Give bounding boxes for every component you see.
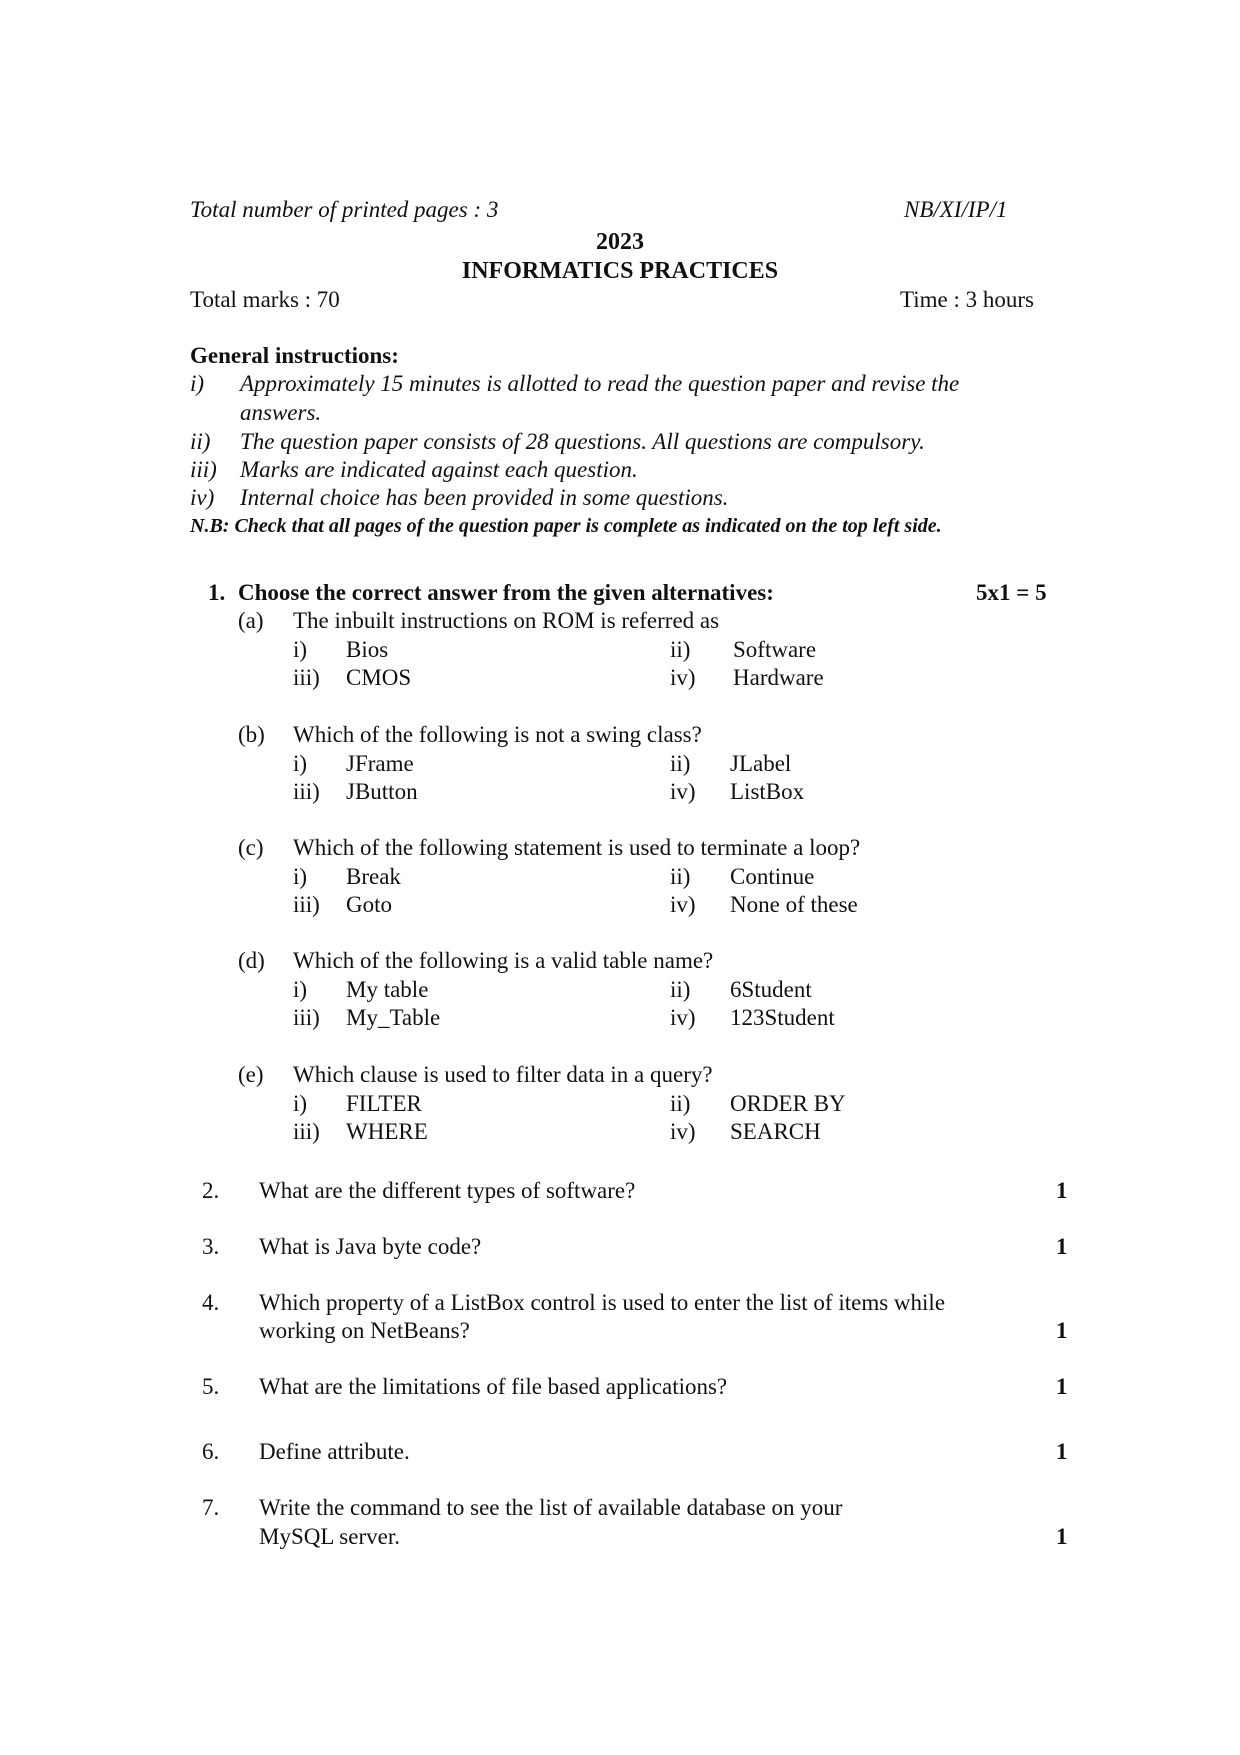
option-number: iv) — [670, 1005, 696, 1030]
option-text: JButton — [346, 779, 418, 804]
exam-year: 2023 — [596, 229, 644, 255]
option-number: i) — [293, 1091, 308, 1116]
question-text: What is Java byte code? — [259, 1234, 482, 1259]
instructions-title: General instructions: — [190, 343, 399, 368]
option-text: My_Table — [346, 1005, 441, 1030]
option-number: i) — [293, 864, 308, 889]
option-number: iii) — [293, 665, 320, 690]
total-marks: Total marks : 70 — [190, 287, 340, 312]
part-question: Which of the following is a valid table name? — [293, 948, 714, 973]
option-number: iv) — [670, 779, 696, 804]
printed-pages-note: Total number of printed pages : 3 — [190, 197, 499, 222]
option-text: Software — [733, 637, 817, 662]
part-label: (d) — [238, 948, 265, 973]
option-text: Goto — [346, 892, 392, 917]
subject-title: INFORMATICS PRACTICES — [461, 258, 779, 284]
option-number: i) — [293, 751, 308, 776]
option-number: ii) — [670, 1091, 691, 1116]
option-text: My table — [346, 977, 429, 1002]
question-number: 6. — [202, 1439, 220, 1464]
question-text: Define attribute. — [259, 1439, 410, 1464]
part-label: (e) — [238, 1062, 264, 1087]
option-text: ListBox — [730, 779, 805, 804]
instruction-text: The question paper consists of 28 questions. All questions are compulsory. — [240, 429, 925, 454]
option-number: iv) — [670, 1119, 696, 1144]
question-number: 4. — [202, 1290, 220, 1315]
option-number: ii) — [670, 751, 691, 776]
question-number: 5. — [202, 1374, 220, 1399]
question-text: Which property of a ListBox control is used to enter the list of items while — [259, 1290, 946, 1315]
option-number: iii) — [293, 1005, 320, 1030]
option-number: i) — [293, 637, 308, 662]
option-text: JLabel — [730, 751, 792, 776]
option-number: ii) — [670, 977, 691, 1002]
option-number: iii) — [293, 779, 320, 804]
option-number: iii) — [293, 892, 320, 917]
question-text: What are the limitations of file based applications? — [259, 1374, 728, 1399]
question-marks: 1 — [1056, 1524, 1068, 1549]
part-question: The inbuilt instructions on ROM is referred as — [293, 608, 720, 633]
question-marks: 1 — [1056, 1439, 1068, 1464]
question-text-continued: MySQL server. — [259, 1524, 400, 1549]
option-text: FILTER — [346, 1091, 422, 1116]
question-marks: 1 — [1056, 1178, 1068, 1203]
option-number: i) — [293, 977, 308, 1002]
option-text: Continue — [730, 864, 815, 889]
question-number: 7. — [202, 1495, 220, 1520]
part-question: Which clause is used to filter data in a query? — [293, 1062, 713, 1087]
question-marks: 1 — [1056, 1234, 1068, 1259]
option-text: WHERE — [346, 1119, 428, 1144]
option-text: CMOS — [346, 665, 412, 690]
instruction-number: iii) — [190, 457, 217, 482]
instruction-number: iv) — [190, 485, 215, 510]
paper-code: NB/XI/IP/1 — [904, 197, 1008, 222]
part-label: (a) — [238, 608, 264, 633]
option-number: ii) — [670, 637, 691, 662]
option-number: iv) — [670, 892, 696, 917]
question-text-continued: working on NetBeans? — [259, 1318, 470, 1343]
part-label: (c) — [238, 835, 264, 860]
instruction-text: Marks are indicated against each question. — [240, 457, 638, 482]
question-number: 3. — [202, 1234, 220, 1259]
option-text: JFrame — [346, 751, 414, 776]
question-number: 1. — [208, 580, 226, 605]
question-number: 2. — [202, 1178, 220, 1203]
instruction-text: Approximately 15 minutes is allotted to read the question paper and revise the — [240, 371, 960, 396]
option-text: None of these — [730, 892, 858, 917]
question-marks: 1 — [1056, 1374, 1068, 1399]
option-text: ORDER BY — [730, 1091, 846, 1116]
part-question: Which of the following statement is used to terminate a loop? — [293, 835, 861, 860]
option-text: Break — [346, 864, 401, 889]
instruction-number: ii) — [190, 429, 211, 454]
time-allowed: Time : 3 hours — [900, 287, 1034, 312]
question-text: Write the command to see the list of available database on your — [259, 1495, 843, 1520]
option-text: 6Student — [730, 977, 812, 1002]
option-text: Bios — [346, 637, 389, 662]
question-marks: 1 — [1056, 1318, 1068, 1343]
nb-note: N.B: Check that all pages of the question paper is complete as indicated on the top left side. — [190, 515, 942, 537]
instruction-text-continued: answers. — [240, 400, 322, 425]
question-marks: 5x1 = 5 — [976, 580, 1047, 605]
option-number: ii) — [670, 864, 691, 889]
option-number: iii) — [293, 1119, 320, 1144]
instruction-text: Internal choice has been provided in some questions. — [240, 485, 729, 510]
option-text: SEARCH — [730, 1119, 821, 1144]
option-text: 123Student — [730, 1005, 835, 1030]
part-question: Which of the following is not a swing class? — [293, 722, 702, 747]
question-text: Choose the correct answer from the given alternatives: — [238, 580, 774, 605]
option-text: Hardware — [733, 665, 824, 690]
option-number: iv) — [670, 665, 696, 690]
instruction-number: i) — [190, 371, 205, 396]
part-label: (b) — [238, 722, 265, 747]
question-text: What are the different types of software? — [259, 1178, 636, 1203]
